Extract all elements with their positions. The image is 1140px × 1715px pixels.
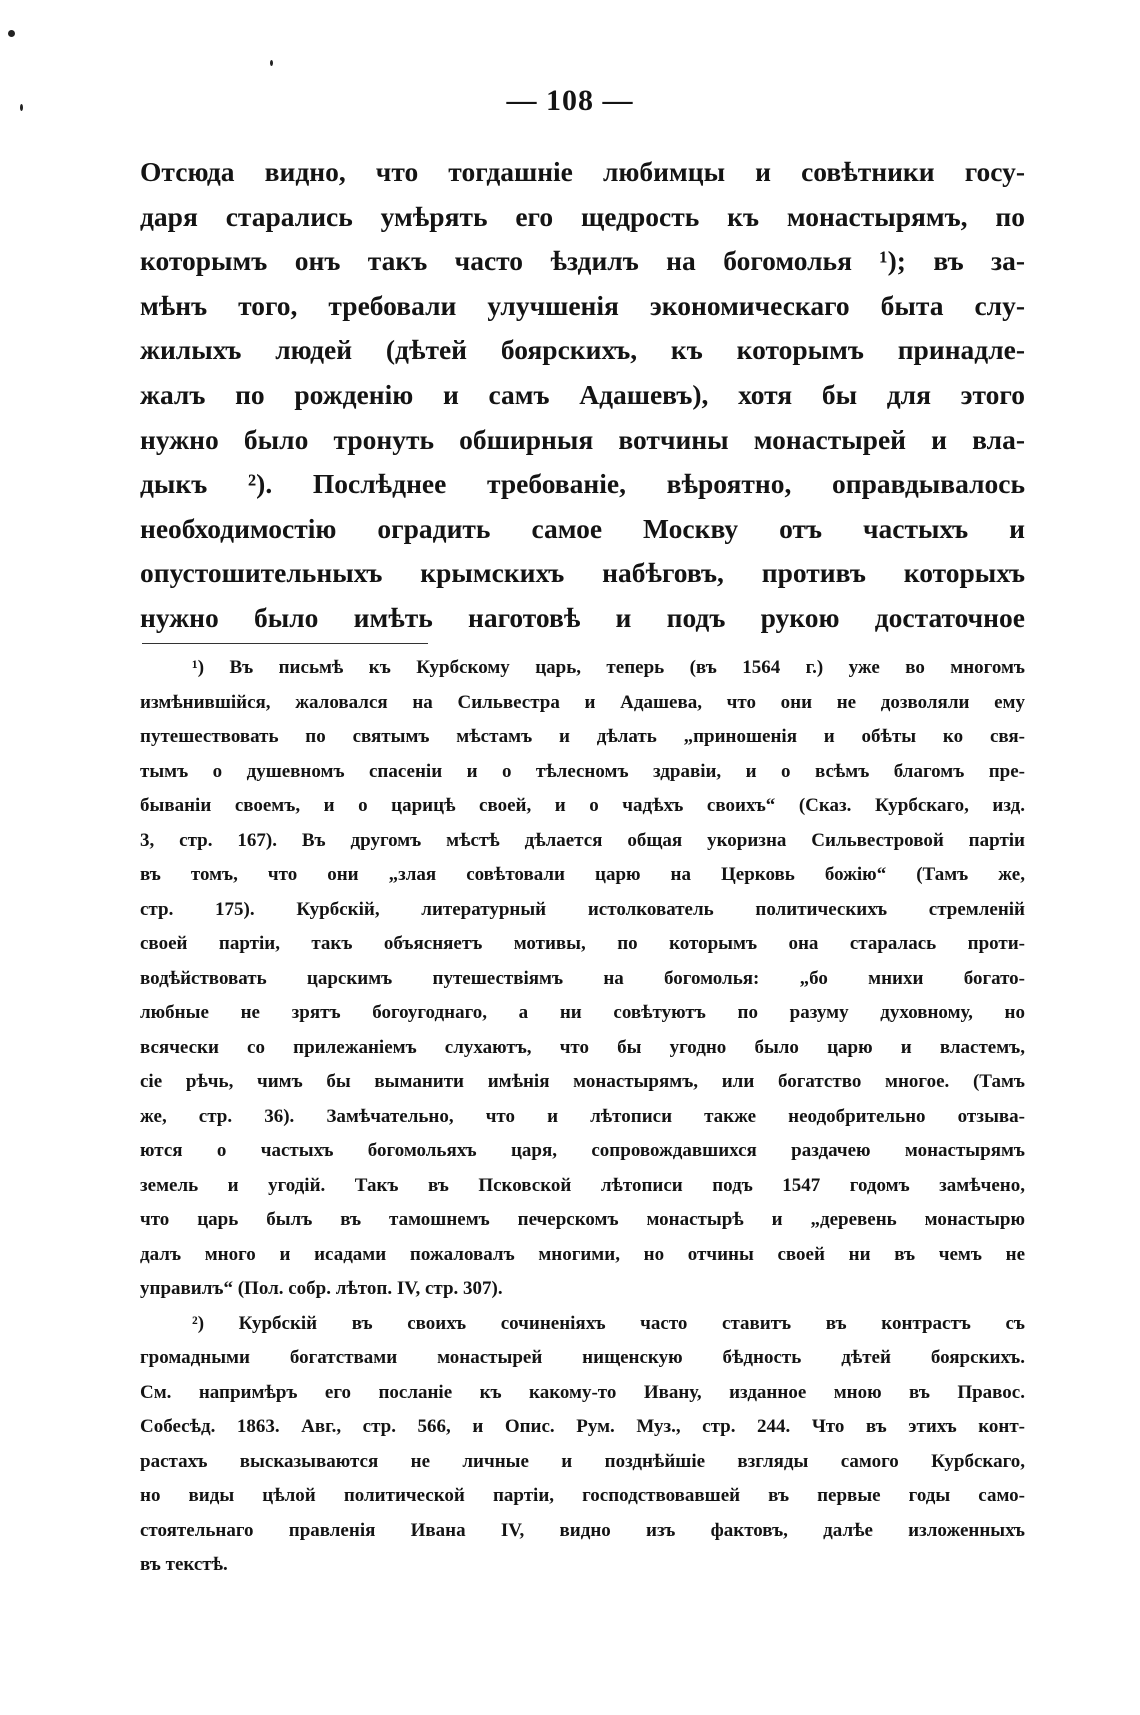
footnote-line: измѣнившійся, жаловался на Сильвестра и Адашева, что они не дозволяли ему — [140, 691, 1025, 713]
text-line: необходимостію оградить самое Москву отъ частыхъ и — [140, 512, 1025, 544]
text-line: нужно было имѣть наготовѣ и подъ рукою достаточное — [140, 601, 1025, 633]
footnote-line: же, стр. 36). Замѣчательно, что и лѣтописи также неодобрительно отзыва- — [140, 1105, 1025, 1127]
footnote-line: ются о частыхъ богомольяхъ царя, сопровождавшихся раздачею монастырямъ — [140, 1140, 1025, 1161]
footnote-line: своей партіи, такъ объясняетъ мотивы, по которымъ она старалась проти- — [140, 933, 1025, 954]
text-line: жилыхъ людей (дѣтей боярскихъ, къ которымъ принадле- — [140, 334, 1025, 366]
footnote-line: въ томъ, что они „злая совѣтовали царю на Церковь божію“ (Тамъ же, — [140, 864, 1025, 885]
footnote-2 — [140, 1307, 1025, 1583]
footnotes — [140, 651, 1025, 1583]
footnote-line: но виды цѣлой политической партіи, господствовавшей въ первые годы само- — [140, 1485, 1025, 1506]
main-text — [140, 150, 1025, 641]
footnote-line: въ текстѣ. — [140, 1554, 228, 1575]
footnote-line: стоятельнаго правленія Ивана IV, видно изъ фактовъ, далѣе изложенныхъ — [140, 1519, 1025, 1541]
footnote-line: управилъ“ (Пол. собр. лѣтоп. IV, стр. 307). — [140, 1278, 503, 1299]
text-line: Отсюда видно, что тогдашніе любимцы и совѣтники госу- — [140, 156, 1025, 187]
text-line: дыкъ ²). Послѣднее требованіе, вѣроятно, оправдывалось — [140, 468, 1025, 500]
footnote-line: растахъ высказываются не личные и позднѣйшіе взгляды самого Курбскаго, — [140, 1450, 1025, 1472]
text-line: которымъ онъ такъ часто ѣздилъ на богомолья ¹); въ за- — [140, 245, 1025, 277]
footnote-line: стр. 175). Курбскій, литературный истолкователь политическихъ стремленій — [140, 898, 1025, 920]
footnote-1 — [140, 651, 1025, 1307]
footnote-line: ¹) Въ письмѣ къ Курбскому царь, теперь (въ 1564 г.) уже во многомъ — [192, 657, 1025, 678]
text-line: опустошительныхъ крымскихъ набѣговъ, противъ которыхъ — [140, 557, 1025, 589]
text-line: жалъ по рожденію и самъ Адашевъ), хотя бы для этого — [140, 378, 1025, 410]
footnote-line: 3, стр. 167). Въ другомъ мѣстѣ дѣлается общая укоризна Сильвестровой партіи — [140, 829, 1025, 851]
footnote-line: тымъ о душевномъ спасеніи и о тѣлесномъ здравіи, и о всѣмъ благомъ пре- — [140, 760, 1025, 782]
footnote-line: что царь былъ въ тамошнемъ печерскомъ монастырѣ и „деревень монастырю — [140, 1209, 1025, 1230]
footnote-line: любные не зрятъ богоугоднаго, а ни совѣтуютъ по разуму духовному, но — [140, 1002, 1025, 1023]
page-number: — 108 — — [506, 84, 634, 117]
footnote-line: См. напримѣръ его посланіе къ какому-то Ивану, изданное мною въ Правос. — [140, 1381, 1025, 1403]
footnote-line: далъ много и исадами пожаловалъ многими, но отчины своей ни въ чемъ не — [140, 1243, 1025, 1265]
footnote-line: громадными богатствами монастырей нищенскую бѣдность дѣтей боярскихъ. — [140, 1347, 1025, 1368]
text-line: нужно было тронуть обширныя вотчины монастырей и вла- — [140, 423, 1025, 455]
footnote-line: Собесѣд. 1863. Авг., стр. 566, и Опис. Рум. Муз., стр. 244. Что въ этихъ конт- — [140, 1416, 1025, 1437]
text-line: мѣнъ того, требовали улучшенія экономическаго быта слу- — [140, 289, 1025, 321]
text-line: даря старались умѣрять его щедрость къ монастырямъ, по — [140, 200, 1025, 232]
scan-speck — [270, 60, 273, 66]
footnote-line: бываніи своемъ, и о царицѣ своей, и о чадѣхъ своихъ“ (Сказ. Курбскаго, изд. — [140, 795, 1025, 816]
footnote-separator — [142, 643, 428, 644]
scan-speck — [8, 30, 15, 37]
footnote-line: путешествовать по святымъ мѣстамъ и дѣлать „приношенія и обѣты ко свя- — [140, 726, 1025, 747]
footnote-line: всячески со прилежаніемъ слухаютъ, что бы угодно было царю и властемъ, — [140, 1036, 1025, 1058]
footnote-line: сіе рѣчь, чимъ бы выманити имѣнія монастырямъ, или богатство многое. (Тамъ — [140, 1071, 1025, 1092]
footnote-line: земель и угодій. Такъ въ Псковской лѣтописи подъ 1547 годомъ замѣчено, — [140, 1174, 1025, 1196]
footnote-line: водѣйствовать царскимъ путешествіямъ на богомолья: „бо мнихи богато- — [140, 967, 1025, 989]
footnote-line: ²) Курбскій въ своихъ сочиненіяхъ часто ставитъ въ контрастъ съ — [192, 1312, 1025, 1334]
